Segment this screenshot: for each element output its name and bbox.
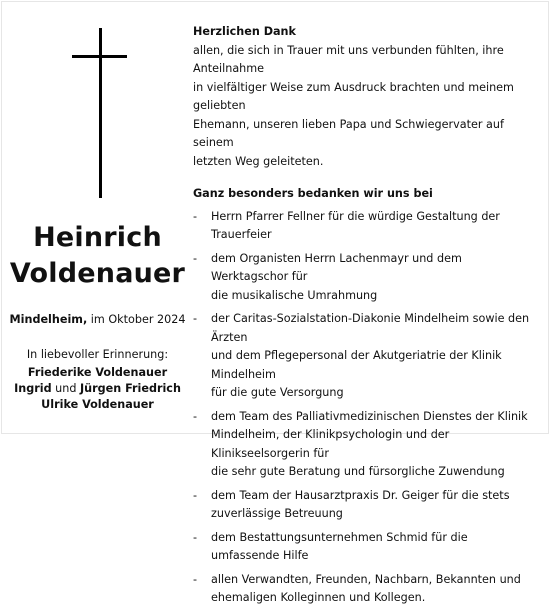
mourner-line: Ulrike Voldenauer bbox=[41, 398, 154, 411]
list-item-line: Herrn Pfarrer Fellner für die würdige Gestaltung der bbox=[211, 209, 500, 223]
dash-bullet: - bbox=[193, 209, 198, 223]
list-item-line: Mindelheim, der Klinikpsychologin und der Klinikseelsorgerin für bbox=[211, 428, 450, 460]
list-item bbox=[193, 250, 538, 306]
intro-line: allen, die sich in Trauer mit uns verbunden fühlten, ihre Anteilnahme bbox=[193, 43, 504, 75]
list-item bbox=[193, 487, 538, 524]
left-column bbox=[0, 0, 195, 435]
intro-line: letzten Weg geleiteten. bbox=[193, 154, 324, 168]
list-item-line: dem Bestattungsunternehmen Schmid für die umfassende Hilfe bbox=[211, 530, 468, 562]
deceased-last-name: Voldenauer bbox=[9, 258, 186, 289]
list-item bbox=[193, 208, 538, 245]
list-item-line: ehemaligen Kolleginnen und Kollegen. bbox=[211, 591, 426, 604]
list-item-line: zuverlässige Betreuung bbox=[211, 507, 343, 520]
thanks-heading: Herzlichen Dank bbox=[193, 25, 296, 38]
cross-icon-bar bbox=[72, 55, 127, 58]
list-item-line: die sehr gute Beratung und fürsorgliche Zuwendung bbox=[211, 465, 505, 478]
list-item bbox=[193, 571, 538, 608]
place-date bbox=[0, 313, 195, 326]
dash-bullet: - bbox=[193, 251, 198, 265]
list-item-line: dem Organisten Herrn Lachenmayr und dem Werktagschor für bbox=[211, 251, 462, 283]
list-item bbox=[193, 310, 538, 403]
list-item-line: allen Verwandten, Freunden, Nachbarn, Bekannten und bbox=[211, 572, 521, 586]
mourners-list bbox=[0, 365, 195, 413]
list-item bbox=[193, 529, 538, 566]
intro-line: Ehemann, unseren lieben Papa und Schwiegervater auf seinem bbox=[193, 117, 504, 149]
list-item-line: der Caritas-Sozialstation-Diakonie Mindelheim sowie den Ärzten bbox=[211, 312, 530, 344]
list-item bbox=[193, 408, 538, 482]
intro-line: in vielfältiger Weise zum Ausdruck brachten und meinem geliebten bbox=[193, 80, 514, 112]
dash-bullet: - bbox=[193, 572, 198, 586]
right-column bbox=[193, 23, 538, 613]
mourner-line: Friederike Voldenauer bbox=[27, 366, 168, 379]
list-item-line: dem Team des Palliativmedizinischen Dienstes der Klinik bbox=[211, 409, 528, 423]
cross-icon bbox=[99, 28, 102, 198]
deceased-first-name: Heinrich bbox=[33, 222, 162, 253]
list-item-line: Trauerfeier bbox=[211, 228, 272, 241]
date: im Oktober 2024 bbox=[87, 313, 186, 326]
dash-bullet: - bbox=[193, 488, 198, 502]
memory-text: In liebevoller Erinnerung: bbox=[26, 348, 169, 361]
thanks-list bbox=[193, 208, 538, 608]
thanks-intro bbox=[193, 42, 538, 172]
dash-bullet: - bbox=[193, 409, 198, 423]
place: Mindelheim, bbox=[9, 313, 88, 326]
mourner-name: Ingrid bbox=[14, 382, 52, 395]
mourner-name: Jürgen Friedrich bbox=[79, 382, 181, 395]
mourner-line bbox=[0, 381, 195, 397]
list-item-line: dem Team der Hausarztpraxis Dr. Geiger für die stets bbox=[211, 488, 510, 502]
list-item-line: und dem Pflegepersonal der Akutgeriatrie der Klinik Mindelheim bbox=[211, 349, 502, 381]
list-item-line: die musikalische Umrahmung bbox=[211, 288, 378, 302]
list-item-line: für die gute Versorgung bbox=[211, 386, 344, 399]
thanks-subheading: Ganz besonders bedanken wir uns bei bbox=[193, 187, 433, 200]
dash-bullet: - bbox=[193, 312, 198, 325]
mourner-and: und bbox=[51, 382, 80, 395]
dash-bullet: - bbox=[193, 530, 198, 544]
